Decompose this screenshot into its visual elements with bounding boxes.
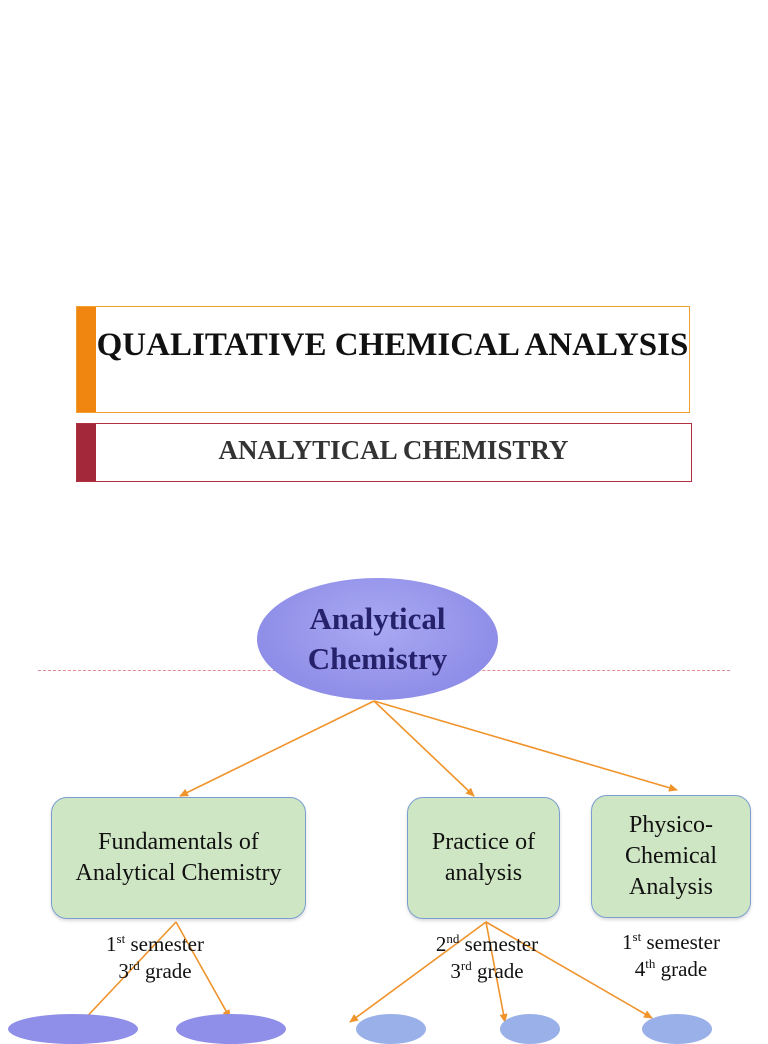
cropped-node-4 [500, 1014, 560, 1044]
semester-grade-physico [586, 929, 756, 983]
node-label-line2: analysis [444, 860, 523, 886]
cropped-node-1 [8, 1014, 138, 1044]
grade-line: 3rd grade [450, 958, 524, 983]
semester-line: 1st semester [622, 929, 720, 954]
arrow-root-to-physico [374, 701, 677, 790]
slide-subtitle: ANALYTICAL CHEMISTRY [218, 435, 569, 465]
node-physico-chemical-analysis [591, 795, 751, 918]
semester-grade-fundamentals [70, 931, 240, 985]
root-node-analytical-chemistry [257, 578, 498, 700]
slide-title: QUALITATIVE CHEMICAL ANALYSIS [96, 327, 689, 363]
node-practice-of-analysis [407, 797, 560, 919]
grade-line: 4th grade [634, 956, 708, 981]
node-label-line2: Chemical [625, 843, 717, 869]
semester-line: 2nd semester [435, 931, 539, 956]
semester-line: 1st semester [106, 931, 204, 956]
root-label-line1: Analytical [309, 601, 446, 636]
node-label-line2: Analytical Chemistry [75, 860, 282, 886]
grade-line: 3rd grade [118, 958, 192, 983]
cropped-node-2 [176, 1014, 286, 1044]
cropped-node-5 [642, 1014, 712, 1044]
node-label-line1: Fundamentals of [98, 829, 259, 855]
node-fundamentals [51, 797, 306, 919]
node-label-line3: Analysis [629, 874, 713, 900]
node-label-line1: Physico- [629, 812, 713, 838]
semester-grade-practice [402, 931, 572, 985]
arrow-root-to-fundamentals [180, 701, 374, 796]
root-label-line2: Chemistry [307, 641, 448, 676]
cropped-node-3 [356, 1014, 426, 1044]
node-label-line1: Practice of [431, 829, 536, 855]
